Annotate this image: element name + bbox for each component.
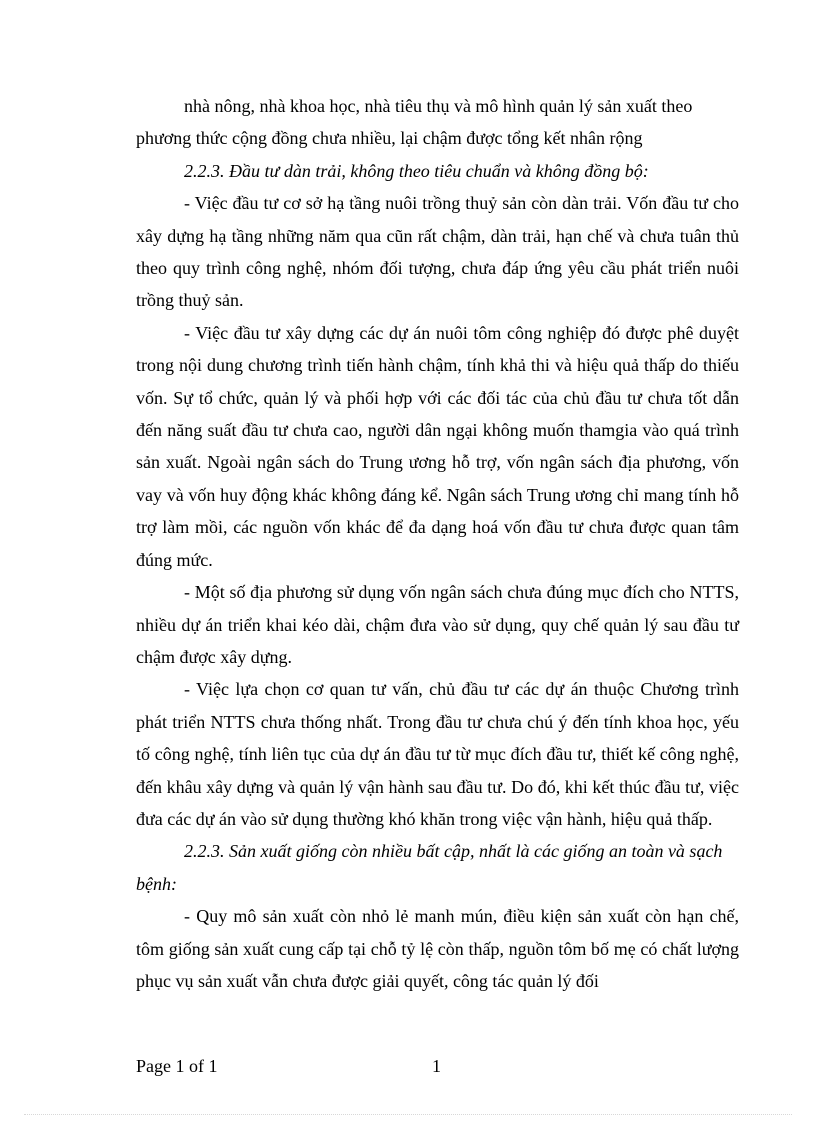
paragraph-infrastructure: - Việc đầu tư cơ sở hạ tầng nuôi trồng thuỷ sản còn dàn trải. Vốn đầu tư cho xây dựng hạ tầng những năm qua cũn rất chậm, dàn trải, hạn chế và chưa tuân thủ theo quy trình công nghệ, nhóm đối tượng, chưa đáp ứng yêu cầu phát triển nuôi trồng thuỷ sản. [136,193,739,311]
section-heading-seed-production: 2.2.3. Sản xuất giống còn nhiều bất cập, nhất là các giống an toàn và sạch bệnh: [136,841,723,894]
page-footer [136,1051,739,1081]
document-body [136,90,739,997]
footer-page-label: Page 1 of 1 [136,1056,218,1076]
footer-page-number: 1 [432,1056,441,1076]
page-bottom-divider [24,1114,792,1115]
paragraph-consultant-selection: - Việc lựa chọn cơ quan tư vấn, chủ đầu tư các dự án thuộc Chương trình phát triển NTTS chưa thống nhất. Trong đầu tư chưa chú ý đến tính khoa học, yếu tố công nghệ, tính liên tục của dự án đầu tư từ mục đích đầu tư, thiết kế công nghệ, đến khâu xây dựng và quản lý vận hành sau đầu tư. Do đó, khi kết thúc đầu tư, việc đưa các dự án vào sử dụng thường khó khăn trong việc vận hành, hiệu quả thấp. [136,679,739,829]
paragraph-production-scale: - Quy mô sản xuất còn nhỏ lẻ manh mún, điều kiện sản xuất còn hạn chế, tôm giống sản xuất cung cấp tại chỗ tỷ lệ còn thấp, nguồn tôm bố mẹ có chất lượng phục vụ sản xuất vẫn chưa được giải quyết, công tác quản lý đối [136,906,739,991]
paragraph-continuation: nhà nông, nhà khoa học, nhà tiêu thụ và mô hình quản lý sản xuất theo phương thức cộng đồng chưa nhiều, lại chậm được tổng kết nhân rộng [136,96,693,149]
paragraph-shrimp-projects: - Việc đầu tư xây dựng các dự án nuôi tôm công nghiệp đó được phê duyệt trong nội dung chương trình tiến hành chậm, tính khả thi và hiệu quả thấp do thiếu vốn. Sự tổ chức, quản lý và phối hợp với các đối tác của chủ đầu tư chưa tốt dẫn đến năng suất đầu tư chưa cao, người dân ngại không muốn thamgia vào quá trình sản xuất. Ngoài ngân sách do Trung ương hỗ trợ, vốn ngân sách địa phương, vốn vay và vốn huy động khác không đáng kể. Ngân sách Trung ương chỉ mang tính hỗ trợ làm mồi, các nguồn vốn khác để đa dạng hoá vốn đầu tư chưa được quan tâm đúng mức. [136,322,739,570]
paragraph-budget-use: - Một số địa phương sử dụng vốn ngân sách chưa đúng mục đích cho NTTS, nhiều dự án triển khai kéo dài, chậm đưa vào sử dụng, quy chế quản lý sau đầu tư chậm được xây dựng. [136,582,739,667]
section-heading-investment: 2.2.3. Đầu tư dàn trải, không theo tiêu chuẩn và không đồng bộ: [184,160,649,181]
